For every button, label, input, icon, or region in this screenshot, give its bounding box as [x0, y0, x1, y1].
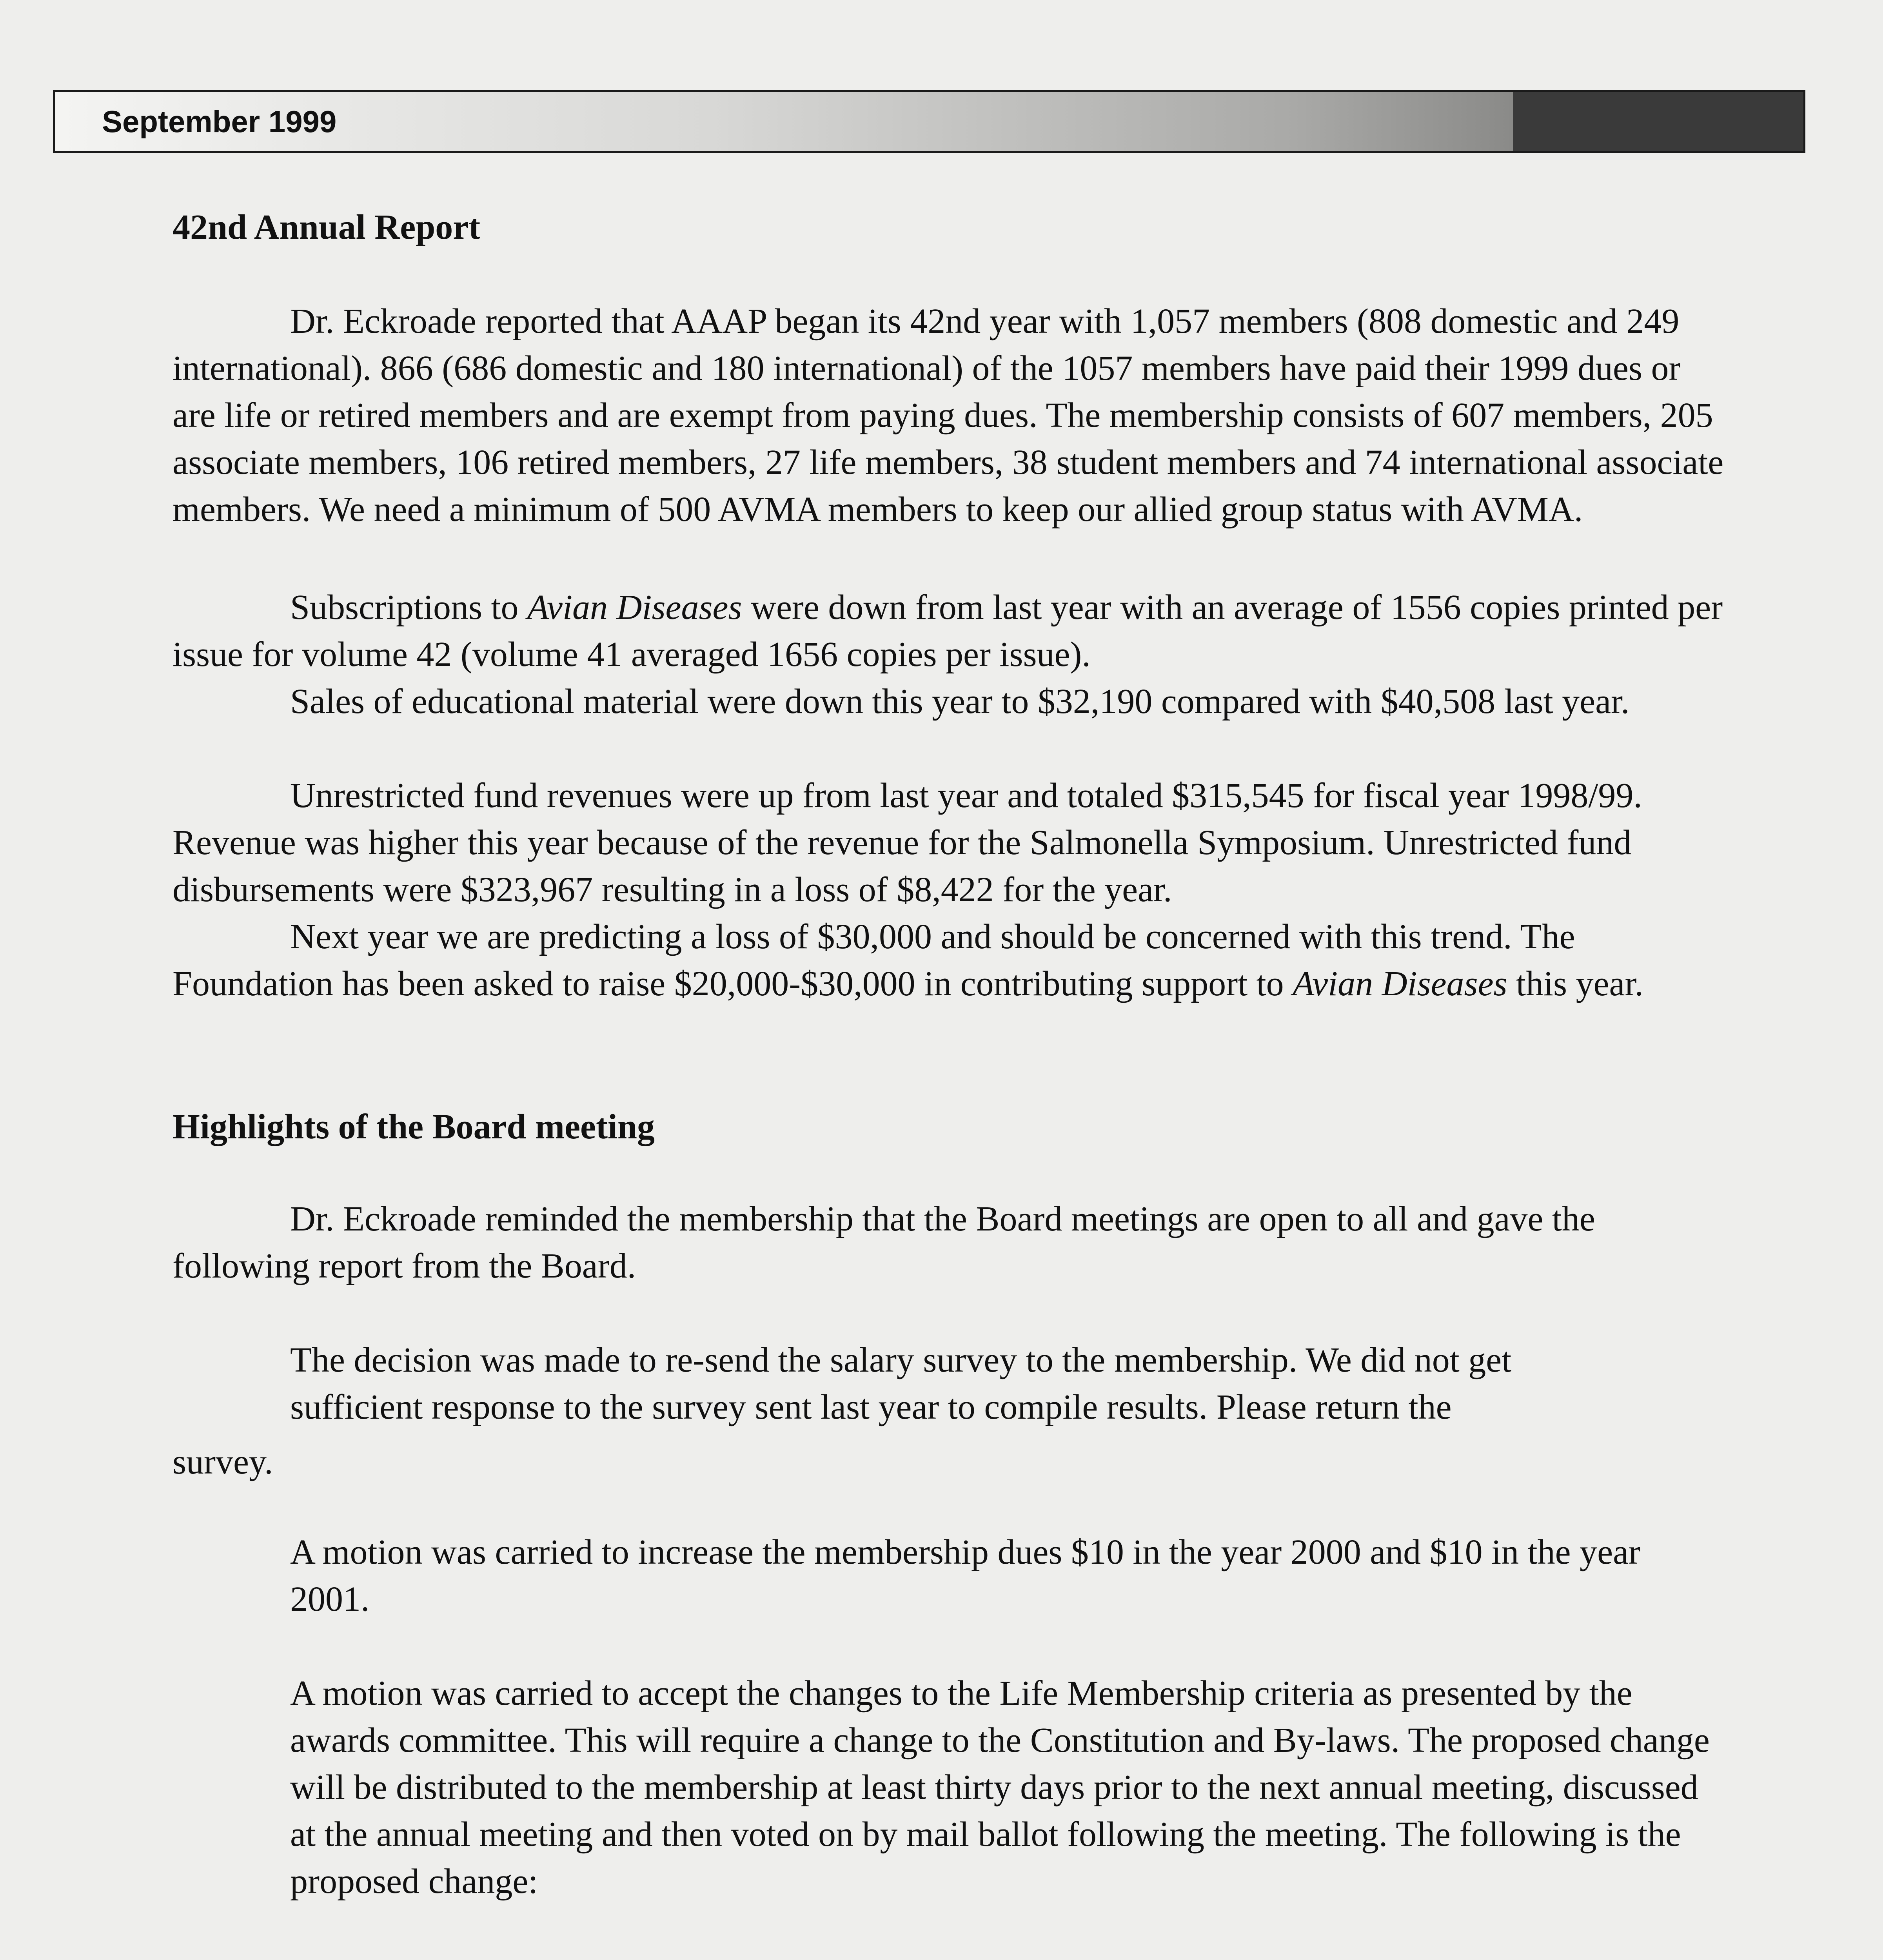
annual-report-paragraph-4: Unrestricted fund revenues were up from last year and totaled $315,545 for fiscal year 1998/99. Revenue was higher this year because of the revenue for the Salmonella Symposium. Unrestricted fund disbursements were $323,967 resulting in a loss of $8,422 for the year.	[173, 776, 1642, 909]
header-bar	[53, 90, 1805, 153]
annual-report-paragraph-3: Sales of educational material were down this year to $32,190 compared with $40,508 last year.	[290, 682, 1630, 721]
life-membership-motion: A motion was carried to accept the changes to the Life Membership criteria as presented by the awards committee. This will require a change to the Constitution and By-laws. The proposed change will be distributed to the membership at least thirty days prior to the next annual meeting, discussed at the annual meeting and then voted on by mail ballot following the meeting. The following is the proposed change:	[290, 1674, 1710, 1901]
annual-report-paragraph-1: Dr. Eckroade reported that AAAP began its 42nd year with 1,057 members (808 domestic and 249 international). 866 (686 domestic and 180 international) of the 1057 members have paid their 1999 dues or are life or retired members and are exempt from paying dues. The membership consists of 607 members, 205 associate members, 106 retired members, 27 life members, 38 student members and 74 international associate members. We need a minimum of 500 AVMA members to keep our allied group status with AVMA.	[173, 302, 1724, 529]
amendment-title	[290, 1956, 473, 1960]
annual-report-paragraph-2: Subscriptions to Avian Diseases were down from last year with an average of 1556 copies printed per issue for volume 42 (volume 41 averaged 1656 copies per issue).	[173, 588, 1723, 674]
journal-title: Avian Diseases	[1293, 964, 1507, 1003]
board-intro: Dr. Eckroade reminded the membership that the Board meetings are open to all and gave the following report from the Board.	[173, 1200, 1595, 1285]
annual-report-paragraph-5: Next year we are predicting a loss of $30,000 and should be concerned with this trend. The Foundation has been asked to raise $20,000-$30,000 in contributing support to Avian Diseases this year.	[173, 917, 1643, 1003]
header-date: September 1999	[55, 92, 1513, 151]
amendment-number	[173, 1956, 214, 1960]
salary-survey-line-1: The decision was made to re-send the salary survey to the membership. We did not get	[290, 1341, 1512, 1379]
header-dark-block	[1513, 92, 1803, 151]
salary-survey-line-2: sufficient response to the survey sent last year to compile results. Please return the	[290, 1388, 1452, 1426]
annual-report-heading: 42nd Annual Report	[173, 208, 481, 247]
board-heading: Highlights of the Board meeting	[173, 1107, 655, 1146]
salary-survey-line-3: survey.	[173, 1443, 273, 1481]
journal-title: Avian Diseases	[527, 588, 742, 627]
dues-motion: A motion was carried to increase the membership dues $10 in the year 2000 and $10 in the year 2001.	[290, 1533, 1640, 1619]
